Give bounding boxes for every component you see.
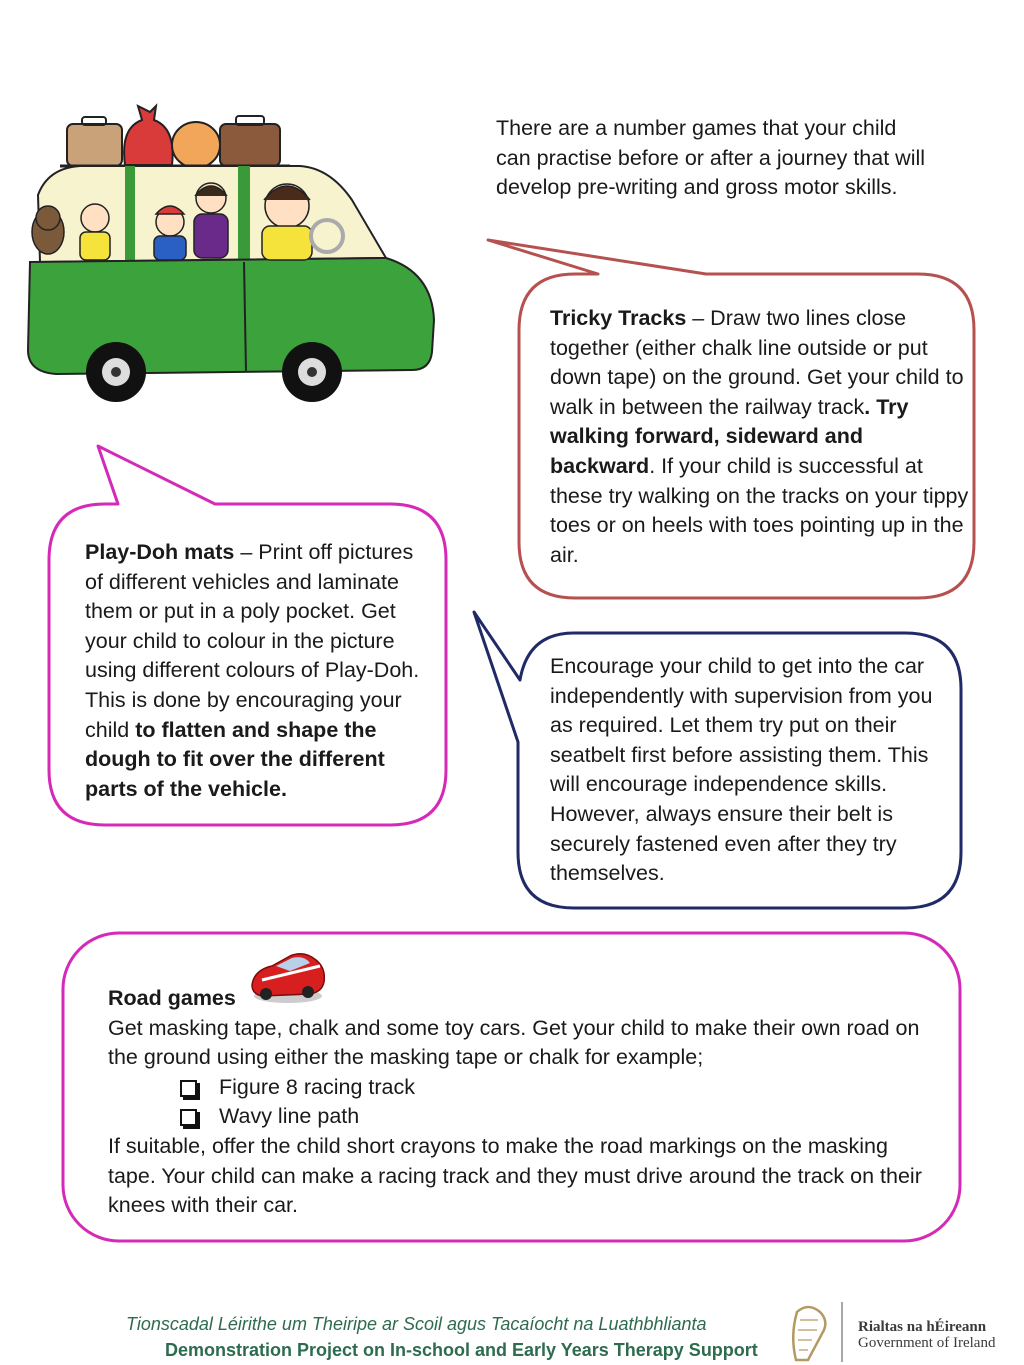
tricky-tracks-emphasis: . Try walking forward, sideward and backward xyxy=(550,394,909,478)
checkbox-bullet-icon xyxy=(180,1080,197,1097)
gov-english-name: Government of Ireland xyxy=(858,1335,996,1351)
road-games-outro: If suitable, offer the child short crayons to make the road markings on the masking tape. Your child can make a racing track and they must drive around the track on their knees with their car. xyxy=(108,1133,922,1218)
car-independence-body: Encourage your child to get into the car independently with supervision from you as required. Let them try put on their seatbelt first before assisting them. This will encourage independence skills. However, always ensure their belt is securely fastened even after they try themselves. xyxy=(550,654,933,886)
play-doh-body: – Print off pictures of different vehicles and laminate them or put in a poly pocket. Get your child to colour in the picture using different colours of Play-Doh. This is done by encouraging your child xyxy=(85,540,420,742)
gov-irish-name: Rialtas na hÉireann xyxy=(858,1319,987,1335)
road-games-title: Road games xyxy=(108,986,236,1010)
intro-text: There are a number games that your child can practise before or after a journey that will develop pre-writing and gross motor skills. xyxy=(496,116,926,200)
government-logo-text xyxy=(858,1319,995,1351)
footer-english-title: Demonstration Project on In-school and Early Years Therapy Support xyxy=(165,1340,758,1360)
checkbox-bullet-icon xyxy=(180,1109,197,1126)
footer-irish-title: Tionscadal Léirithe um Theiripe ar Scoil agus Tacaíocht na Luathbhlianta xyxy=(126,1314,707,1334)
tricky-tracks-body-1: – Draw two lines close together (either chalk line outside or put down tape) on the ground. Get your child to walk in between the railway track xyxy=(550,306,964,419)
list-item xyxy=(108,1102,938,1132)
list-item xyxy=(108,1073,938,1103)
harp-emblem-icon xyxy=(793,1302,842,1362)
play-doh-title: Play-Doh mats xyxy=(85,540,235,564)
road-games-list xyxy=(108,1073,938,1132)
play-doh-emphasis: to flatten and shape the dough to fit over the different parts of the vehicle. xyxy=(85,717,385,801)
tricky-tracks-body-2: . If your child is successful at these try walking on the tracks on your tippy toes or on heels with toes pointing up in the air. xyxy=(550,453,969,567)
play-doh-text xyxy=(85,538,435,804)
tricky-tracks-text xyxy=(550,304,970,570)
tricky-tracks-title: Tricky Tracks xyxy=(550,306,687,330)
family-van-illustration xyxy=(28,106,434,402)
intro-paragraph xyxy=(496,114,936,203)
road-games-text xyxy=(108,984,938,1221)
car-independence-text xyxy=(550,652,950,889)
list-item-label: Wavy line path xyxy=(219,1104,360,1129)
road-games-intro: Get masking tape, chalk and some toy cars. Get your child to make their own road on the ground using either the masking tape or chalk for example; xyxy=(108,1015,920,1070)
list-item-label: Figure 8 racing track xyxy=(219,1074,415,1099)
